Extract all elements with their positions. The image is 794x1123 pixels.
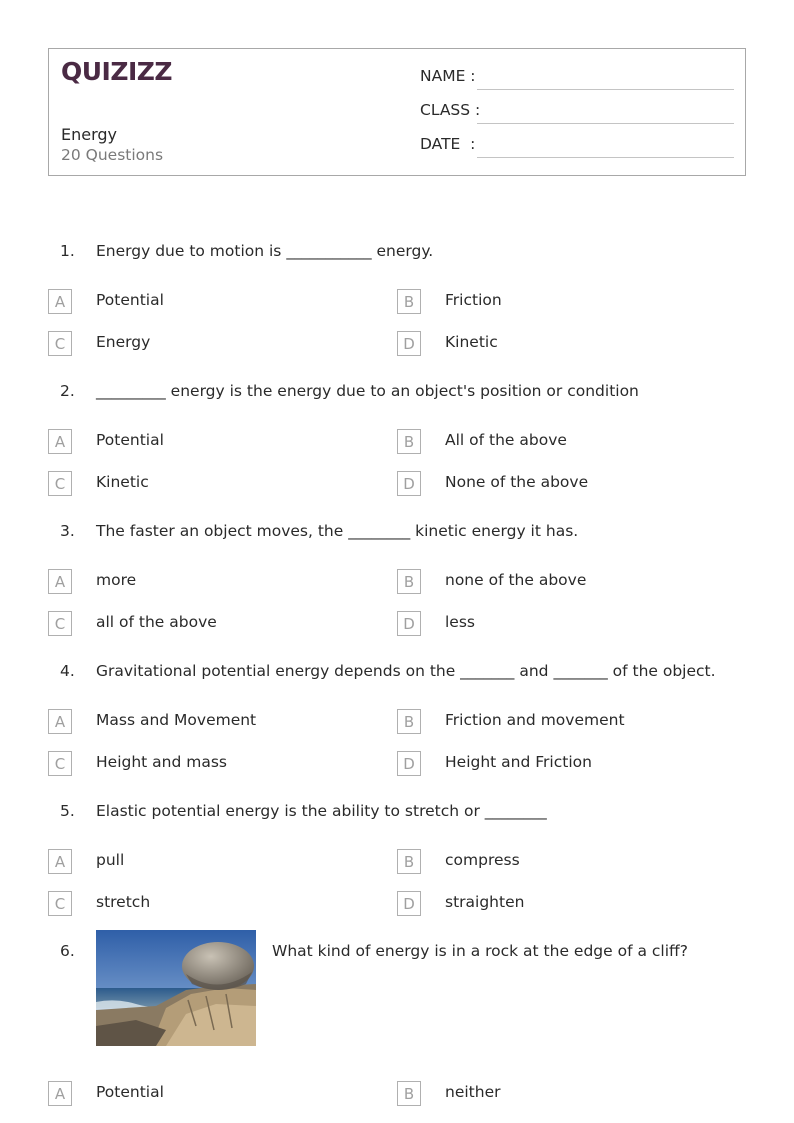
option-letter-box: B [397, 849, 421, 874]
option-letter-box: D [397, 331, 421, 356]
rock-cliff-photo-icon [96, 930, 256, 1046]
option-text: none of the above [445, 571, 587, 589]
name-line [477, 89, 734, 90]
option-text: All of the above [445, 431, 567, 449]
question-count: 20 Questions [61, 146, 164, 164]
option-letter-box: C [48, 471, 72, 496]
option-letter-box: A [48, 429, 72, 454]
worksheet-header [48, 48, 746, 176]
question-number: 4. [60, 662, 75, 680]
option-text: stretch [96, 893, 151, 911]
option-letter-box: C [48, 611, 72, 636]
question-text: What kind of energy is in a rock at the edge of a cliff? [272, 942, 688, 960]
option-letter-box: A [48, 849, 72, 874]
option-text: Kinetic [445, 333, 498, 351]
date-field[interactable] [420, 135, 734, 159]
option-text: Potential [96, 431, 164, 449]
date-label: DATE : [420, 135, 476, 153]
option-text: Friction and movement [445, 711, 625, 729]
question-6 [0, 942, 794, 1062]
option-text: Height and Friction [445, 753, 592, 771]
option-text: more [96, 571, 137, 589]
date-line [477, 157, 734, 158]
question-number: 5. [60, 802, 75, 820]
option-text: neither [445, 1083, 501, 1101]
question-text: _________ energy is the energy due to an object's position or condition [96, 382, 639, 400]
question-number: 6. [60, 942, 75, 960]
option-letter-box: B [397, 289, 421, 314]
question-text: Energy due to motion is ___________ energy. [96, 242, 434, 260]
question-number: 1. [60, 242, 75, 260]
option-letter-box: A [48, 289, 72, 314]
option-letter-box: C [48, 331, 72, 356]
question-text: Elastic potential energy is the ability to stretch or ________ [96, 802, 547, 820]
worksheet-title: Energy [61, 125, 118, 144]
option-letter-box: D [397, 471, 421, 496]
option-letter-box: D [397, 751, 421, 776]
option-letter-box: B [397, 709, 421, 734]
option-letter-box: A [48, 709, 72, 734]
quizizz-logo: QUIZIZZ [61, 57, 173, 86]
question-text: The faster an object moves, the ________ kinetic energy it has. [96, 522, 579, 540]
option-text: Height and mass [96, 753, 228, 771]
option-text: None of the above [445, 473, 589, 491]
class-label: CLASS : [420, 101, 481, 119]
class-line [477, 123, 734, 124]
option-text: pull [96, 851, 125, 869]
option-text: straighten [445, 893, 525, 911]
option-letter-box: C [48, 751, 72, 776]
option-text: all of the above [96, 613, 217, 631]
option-letter-box: C [48, 891, 72, 916]
option-letter-box: B [397, 1081, 421, 1106]
class-field[interactable] [420, 101, 734, 125]
option-text: less [445, 613, 475, 631]
option-letter-box: D [397, 611, 421, 636]
option-text: Potential [96, 291, 164, 309]
question-number: 2. [60, 382, 75, 400]
option-letter-box: B [397, 429, 421, 454]
question-text: Gravitational potential energy depends on the _______ and _______ of the object. [96, 662, 716, 680]
option-text: Kinetic [96, 473, 149, 491]
option-letter-box: A [48, 569, 72, 594]
name-label: NAME : [420, 67, 476, 85]
option-letter-box: B [397, 569, 421, 594]
name-field[interactable] [420, 67, 734, 91]
question-number: 3. [60, 522, 75, 540]
option-text: compress [445, 851, 520, 869]
option-letter-box: D [397, 891, 421, 916]
option-text: Potential [96, 1083, 164, 1101]
option-text: Mass and Movement [96, 711, 257, 729]
option-text: Friction [445, 291, 502, 309]
option-text: Energy [96, 333, 151, 351]
option-letter-box: A [48, 1081, 72, 1106]
